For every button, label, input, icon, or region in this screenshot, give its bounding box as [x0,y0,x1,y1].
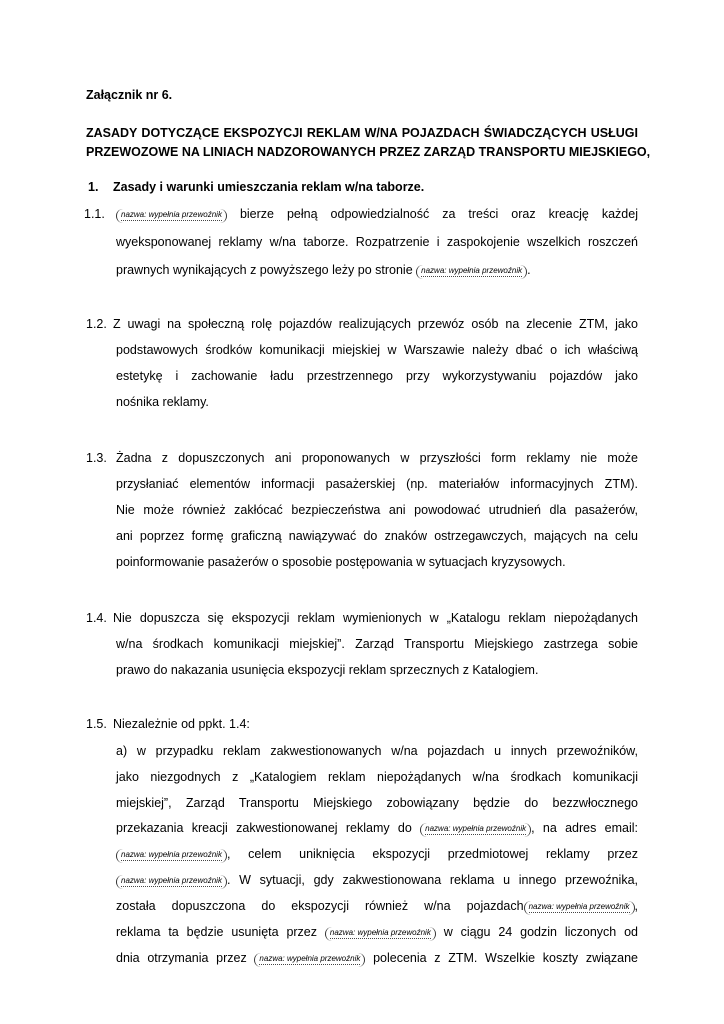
paragraph-number: 1.2. [86,317,107,331]
paragraph-line: estetykę i zachowanie ładu przestrzennego przy wykorzystywaniu pojazdów jako [116,369,638,383]
paragraph-line: nazwa: wypełnia przewoźnik . W sytuacji, gdy zakwestionowana reklama u innego przewoźnika, [116,873,638,889]
paragraph-line: wyeksponowanej reklamy w/na taborze. Rozpatrzenie i zaspokojenie wszelkich roszczeń [116,235,638,249]
paragraph-number: 1.3. [86,451,107,465]
paragraph-line: prawo do nakazania usunięcia ekspozycji reklam sprzecznych z Katalogiem. [116,663,539,677]
section-title-text: Zasady i warunki umieszczania reklam w/na taborze. [113,180,425,194]
paragraph-line: ani poprzez formę graficzną nawiązywać do znaków ostrzegawczych, mających na celu [116,529,638,543]
section-number: 1. [88,180,99,194]
attachment-label: Załącznik nr 6. [86,88,173,102]
section-1-title [88,180,424,194]
placeholder-field[interactable]: nazwa: wypełnia przewoźnik [116,849,227,863]
paragraph-line: Nie dopuszcza się ekspozycji reklam wymienionych w „Katalogu reklam niepożądanych [113,611,638,625]
heading-line-1: ZASADY DOTYCZĄCE EKSPOZYCJI REKLAM W/NA POJAZDACH ŚWIADCZĄCYCH USŁUGI [86,126,638,140]
paragraph-number: 1.5. [86,717,107,731]
paragraph-line: nazwa: wypełnia przewoźnik , celem uniknięcia ekspozycji przedmiotowej reklamy przez [116,847,638,863]
paragraph-line: reklama ta będzie usunięta przez nazwa: wypełnia przewoźnik w ciągu 24 godzin liczonych od [116,925,638,939]
paragraph-number: 1.4. [86,611,107,625]
heading-line-2: PRZEWOZOWE NA LINIACH NADZOROWANYCH PRZEZ ZARZĄD TRANSPORTU MIEJSKIEGO, [86,145,651,159]
paragraph-intro: Niezależnie od ppkt. 1.4: [113,717,250,731]
paragraph-line: jako niezgodnych z „Katalogiem reklam niepożądanych w/na środkach komunikacji [116,770,638,784]
placeholder-field[interactable]: nazwa: wypełnia przewoźnik [416,265,527,279]
paragraph-line: przysłaniać elementów informacji pasażerskiej (np. materiałów informacyjnych ZTM). [116,477,638,491]
paragraph-number: 1.1. [84,207,105,221]
paragraph-line: przekazania kreacji zakwestionowanej reklamy do nazwa: wypełnia przewoźnik , na adres email: [116,821,638,835]
paragraph-line: prawnych wynikających z powyższego leży po stronie nazwa: wypełnia przewoźnik . [116,263,531,277]
paragraph-line: została dopuszczona do ekspozycji również w/na pojazdach nazwa: wypełnia przewoźnik , [116,899,638,913]
paragraph-line: w/na środkach komunikacji miejskiej”. Zarząd Transportu Miejskiego zastrzega sobie [116,637,638,651]
paragraph-line: Żadna z dopuszczonych ani proponowanych w przyszłości form reklamy nie może [116,451,638,465]
placeholder-field[interactable]: nazwa: wypełnia przewoźnik [420,823,531,837]
placeholder-field[interactable]: nazwa: wypełnia przewoźnik [524,901,635,915]
placeholder-field[interactable]: nazwa: wypełnia przewoźnik [116,875,227,889]
paragraph-line: podstawowych środków komunikacji miejskiej w Warszawie należy dbać o ich właściwą [116,343,638,357]
placeholder-field[interactable]: nazwa: wypełnia przewoźnik [254,953,365,967]
paragraph-line: nazwa: wypełnia przewoźnik bierze pełną odpowiedzialność za treści oraz kreację każdej [116,207,638,223]
paragraph-line: nośnika reklamy. [116,395,209,409]
placeholder-field[interactable]: nazwa: wypełnia przewoźnik [116,209,227,223]
paragraph-line: a) w przypadku reklam zakwestionowanych w/na pojazdach u innych przewoźników, [116,744,638,758]
paragraph-line: dnia otrzymania przez nazwa: wypełnia przewoźnik polecenia z ZTM. Wszelkie koszty związane [116,951,638,965]
placeholder-field[interactable]: nazwa: wypełnia przewoźnik [325,927,436,941]
paragraph-line: miejskiej”, Zarząd Transportu Miejskiego zobowiązany będzie do bezzwłocznego [116,796,638,810]
paragraph-line: Z uwagi na społeczną rolę pojazdów realizujących przewóz osób na zlecenie ZTM, jako [113,317,638,331]
paragraph-line: poinformowanie pasażerów o sposobie postępowania w sytuacjach kryzysowych. [116,555,566,569]
document-heading [86,124,651,162]
paragraph-line: Nie może również zakłócać bezpieczeństwa ani powodować utrudnień dla pasażerów, [116,503,638,517]
